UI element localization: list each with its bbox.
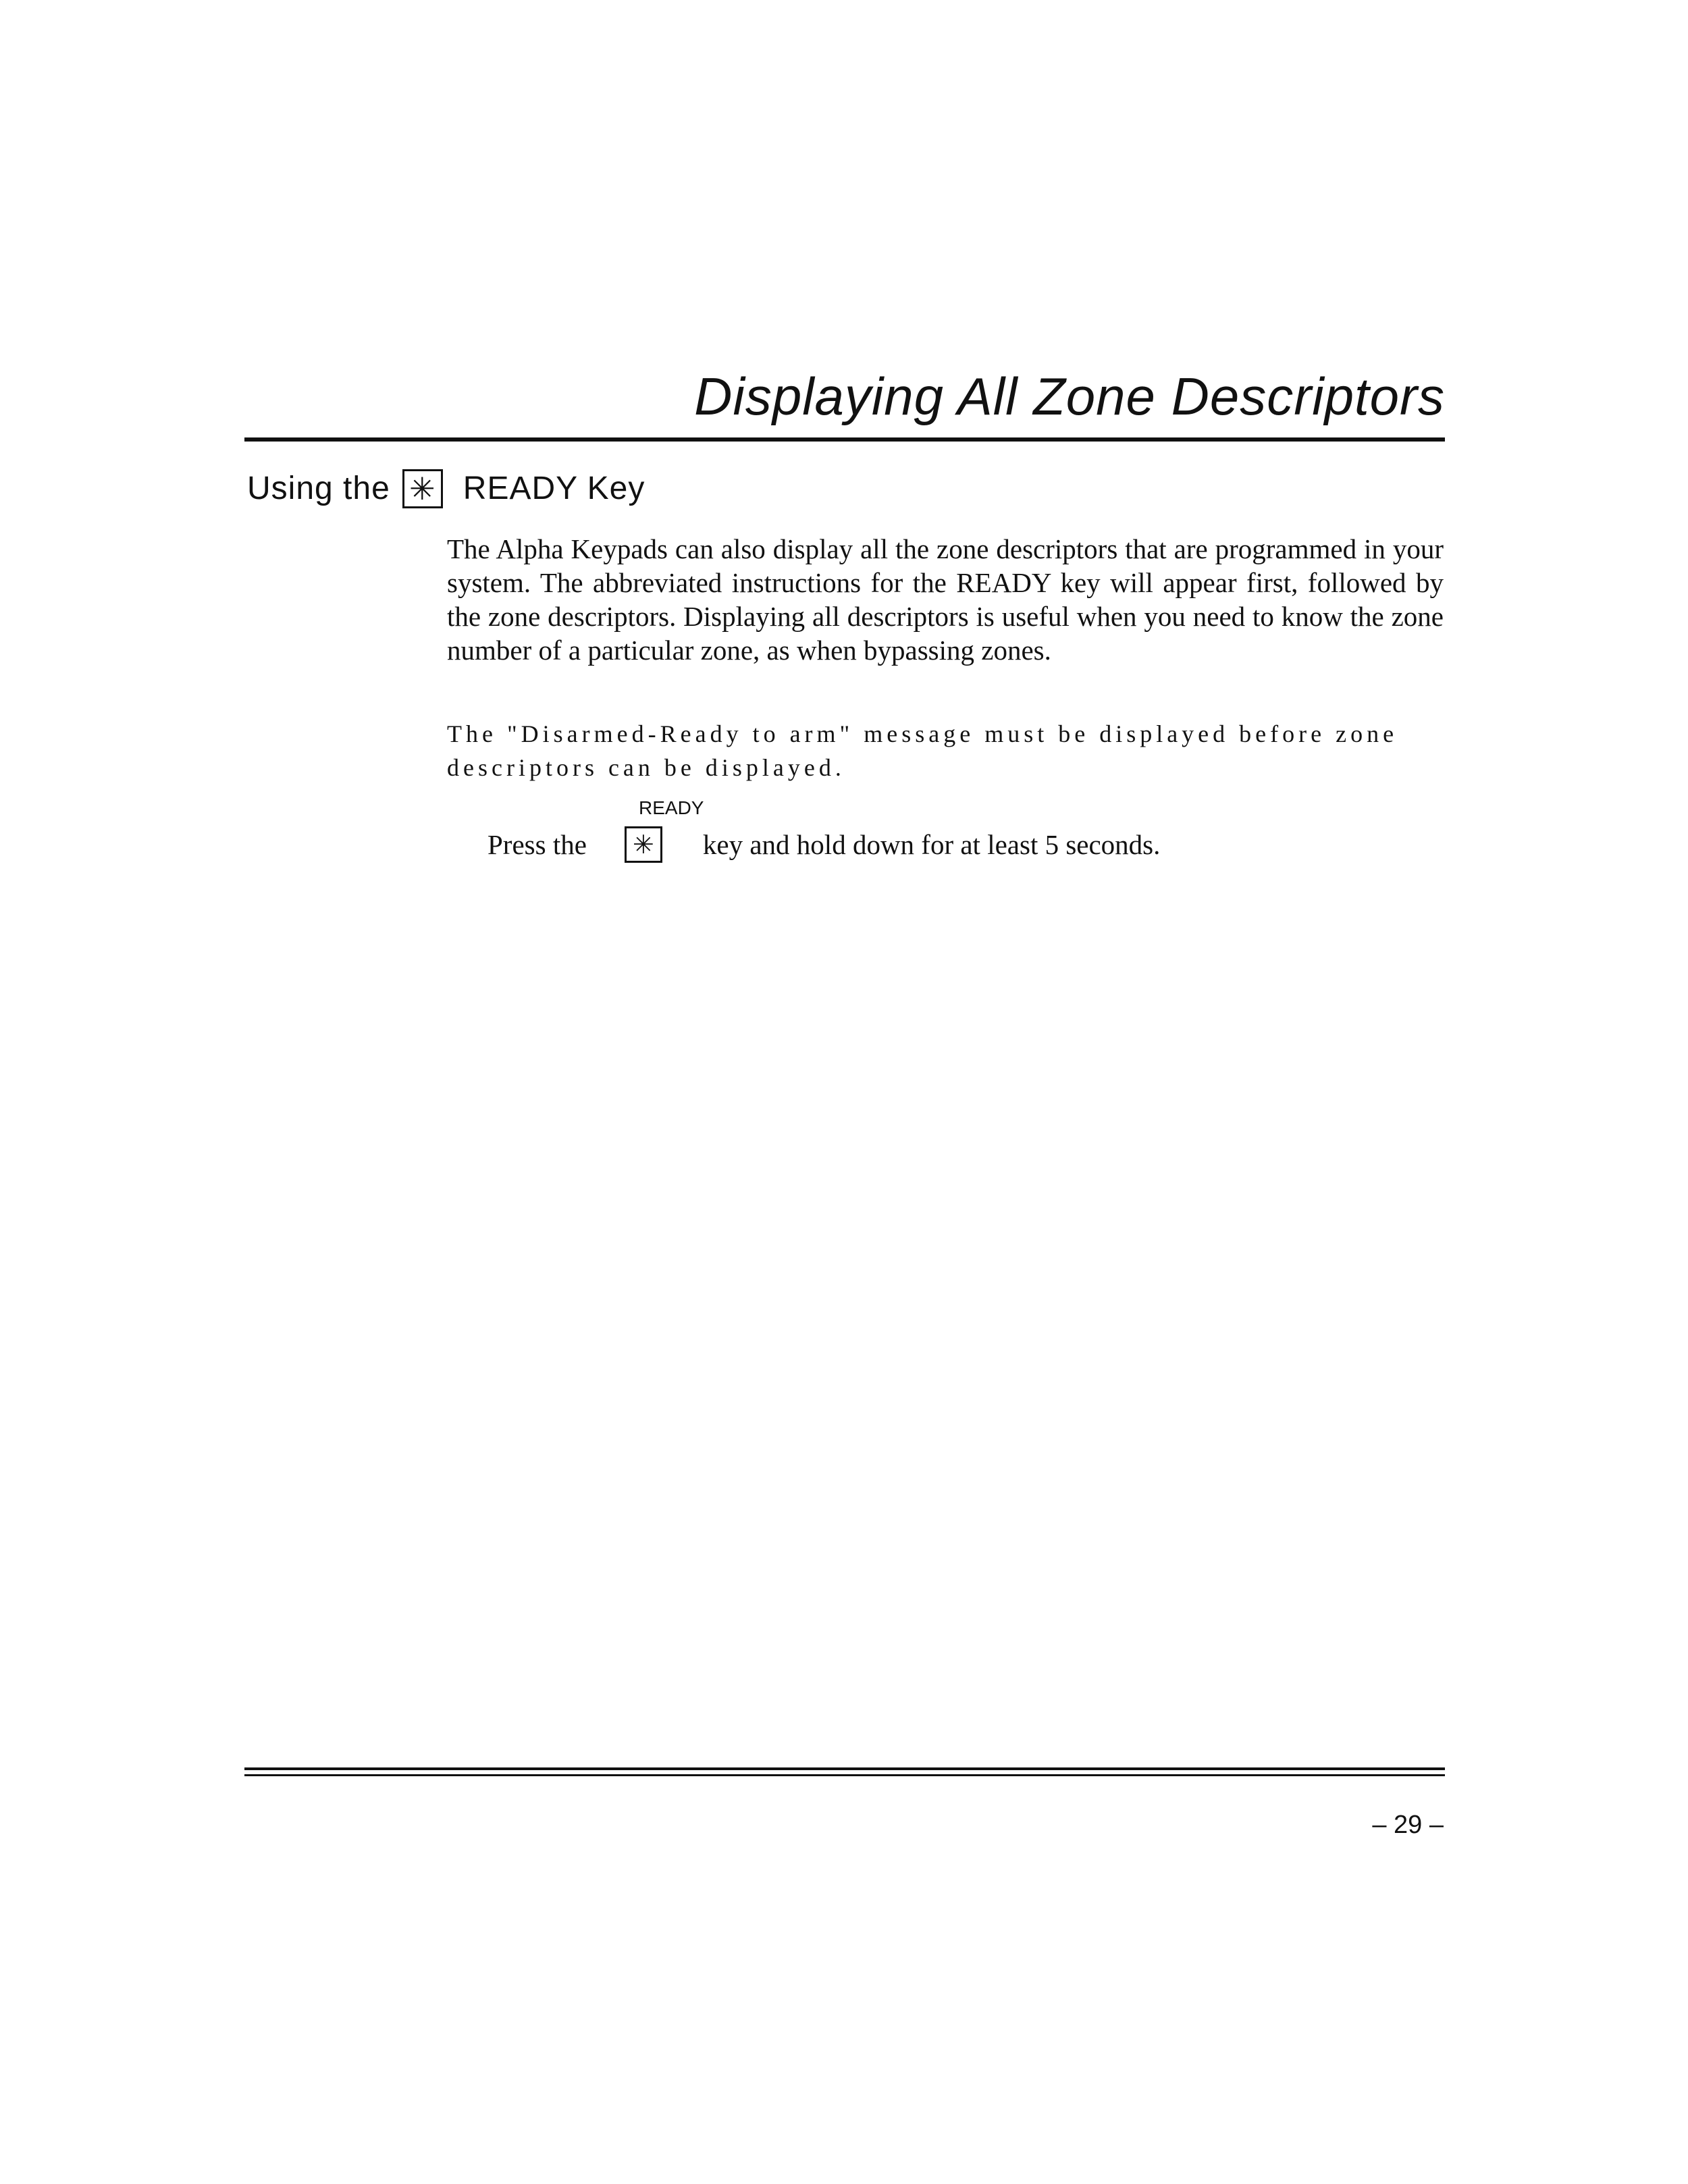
- body-paragraph: The Alpha Keypads can also display all the zone descriptors that are programmed in your system. The abbreviated instructions for the READY key will appear first, followed by the zone descriptors. Displaying all descriptors is useful when you need to know the zone number of a particular zone, as when bypassing zones.: [447, 533, 1444, 666]
- section-heading-prefix: Using the: [247, 471, 390, 506]
- page-number: – 29 –: [1372, 1811, 1444, 1839]
- section-heading: [247, 467, 645, 510]
- instruction-line: [487, 824, 1160, 865]
- asterisk-key-icon: ✳: [625, 826, 662, 863]
- instruction-suffix: key and hold down for at least 5 seconds.: [702, 829, 1161, 860]
- asterisk-key-icon: ✳: [402, 469, 443, 508]
- instruction-prefix: Press the: [487, 829, 587, 860]
- page-title: Displaying All Zone Descriptors: [694, 367, 1445, 426]
- section-heading-suffix: READY Key: [463, 471, 645, 506]
- note-text: The "Disarmed-Ready to arm" message must be displayed before zone descriptors can be displayed.: [447, 720, 1398, 781]
- key-caption: READY: [639, 797, 704, 818]
- footer-rule-bottom: [244, 1774, 1445, 1776]
- footer-rule-top: [244, 1767, 1445, 1770]
- title-rule: [244, 437, 1445, 442]
